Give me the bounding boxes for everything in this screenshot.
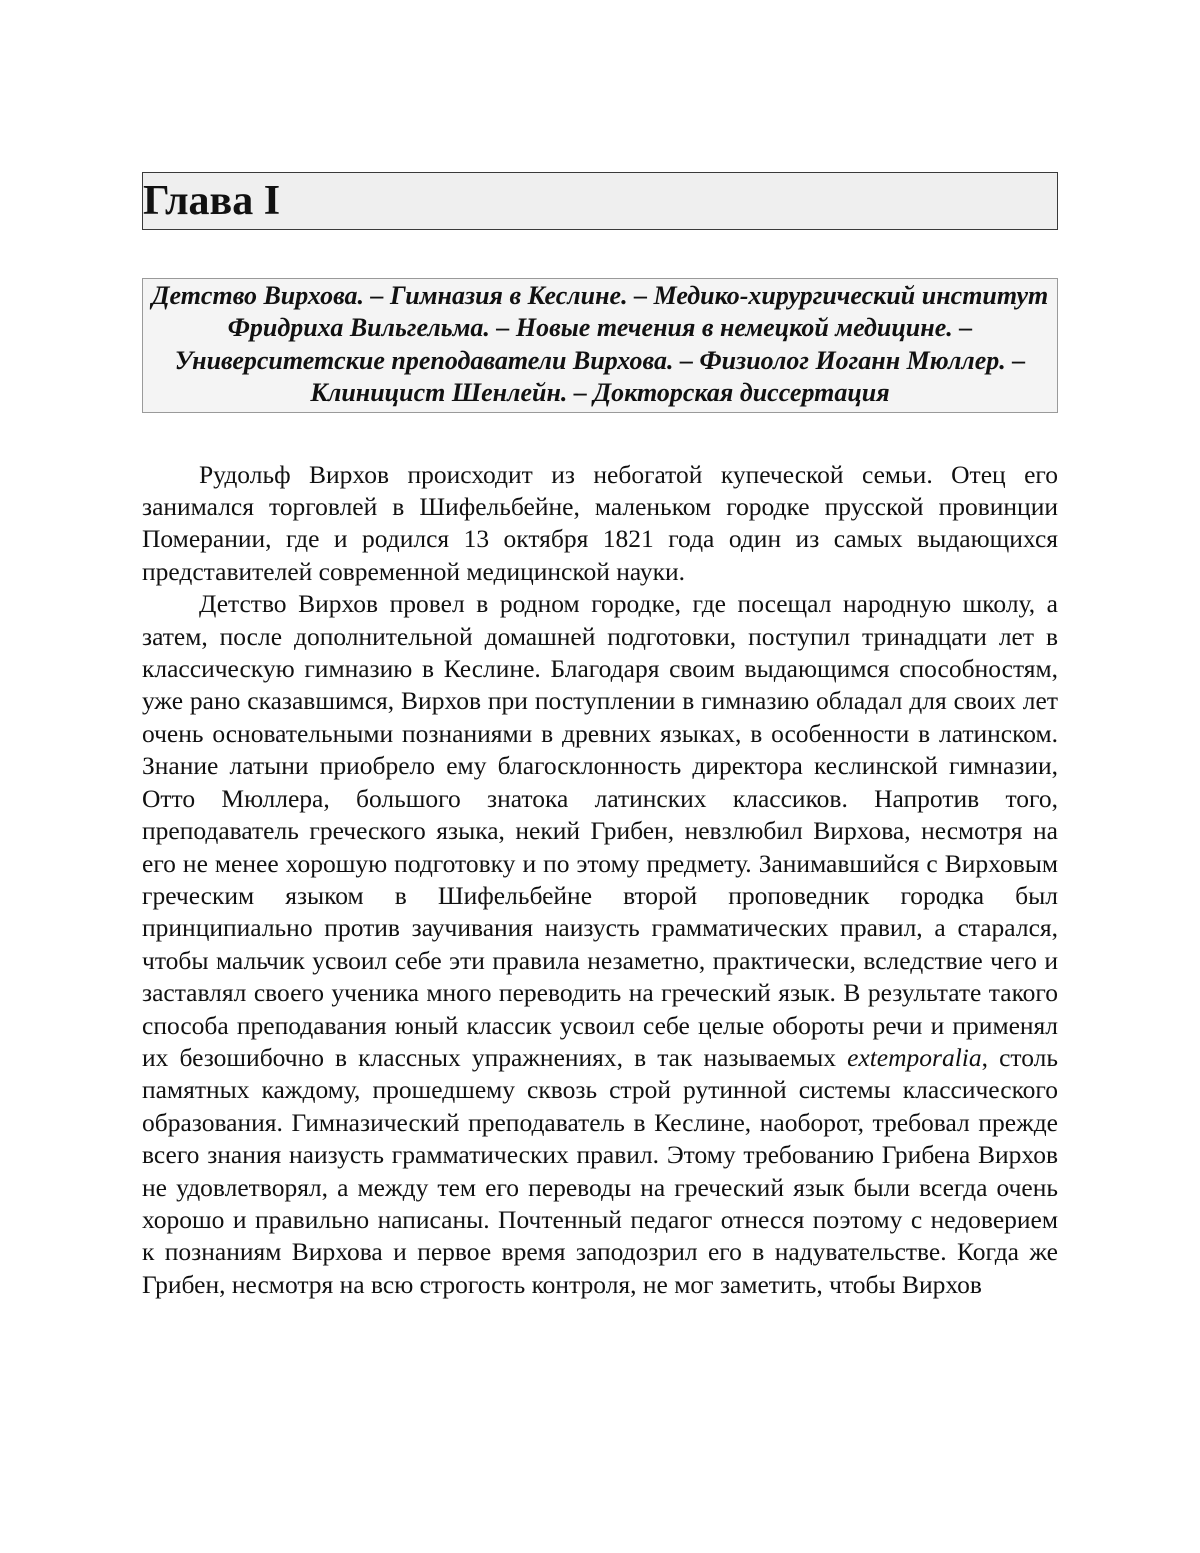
chapter-title: Глава I bbox=[142, 172, 1058, 230]
paragraph-text: , столь памятных каждому, прошедшему сквозь строй рутинной системы классического образования. Гимназический преподаватель в Кеслине, наоборот, требовал прежде всего знания наизусть грамматических правил. Этому требованию Грибена Вирхов не удовлетворял, а между тем его переводы на греческий язык были всегда очень хорошо и правильно написаны. Почтенный педагог отнесся поэтому с недоверием к познаниям Вирхова и первое время заподозрил его в надувательстве. Когда же Грибен, несмотря на всю строгость контроля, не мог заметить, чтобы Вирхов bbox=[142, 1042, 1058, 1299]
latin-term: extemporalia bbox=[847, 1042, 982, 1072]
paragraph bbox=[142, 588, 1058, 1301]
document-page bbox=[142, 172, 1058, 1301]
chapter-summary: Детство Вирхова. – Гимназия в Кеслине. – Медико-хирургический институт Фридриха Вильгельма. – Новые течения в немецкой медицине. – Университетские преподаватели Вирхова. – Физиолог Иоганн Мюллер. – Клиницист Шенлейн. – Докторская диссертация bbox=[142, 278, 1058, 413]
paragraph-text: Детство Вирхов провел в родном городке, где посещал народную школу, а затем, после дополнительной домашней подготовки, поступил тринадцати лет в классическую гимназию в Кеслине. Благодаря своим выдающимся способностям, уже рано сказавшимся, Вирхов при поступлении в гимназию обладал для своих лет очень основательными познаниями в древних языках, в особенности в латинском. Знание латыни приобрело ему благосклонность директора кеслинской гимназии, Отто Мюллера, большого знатока латинских классиков. Напротив того, преподаватель греческого языка, некий Грибен, невзлюбил Вирхова, несмотря на его не менее хорошую подготовку и по этому предмету. Занимавшийся с Вирховым греческим языком в Шифельбейне второй проповедник городка был принципиально против заучивания наизусть грамматических правил, а старался, чтобы мальчик усвоил себе эти правила незаметно, практически, вследствие чего и заставлял своего ученика много переводить на греческий язык. В результате такого способа преподавания юный классик усвоил себе целые обороты речи и применял их безошибочно в классных упражнениях, в так называемых bbox=[142, 589, 1058, 1072]
body-text bbox=[142, 459, 1058, 1302]
paragraph: Рудольф Вирхов происходит из небогатой купеческой семьи. Отец его занимался торговлей в Шифельбейне, маленьком городке прусской провинции Померании, где и родился 13 октября 1821 года один из самых выдающихся представителей современной медицинской науки. bbox=[142, 459, 1058, 586]
